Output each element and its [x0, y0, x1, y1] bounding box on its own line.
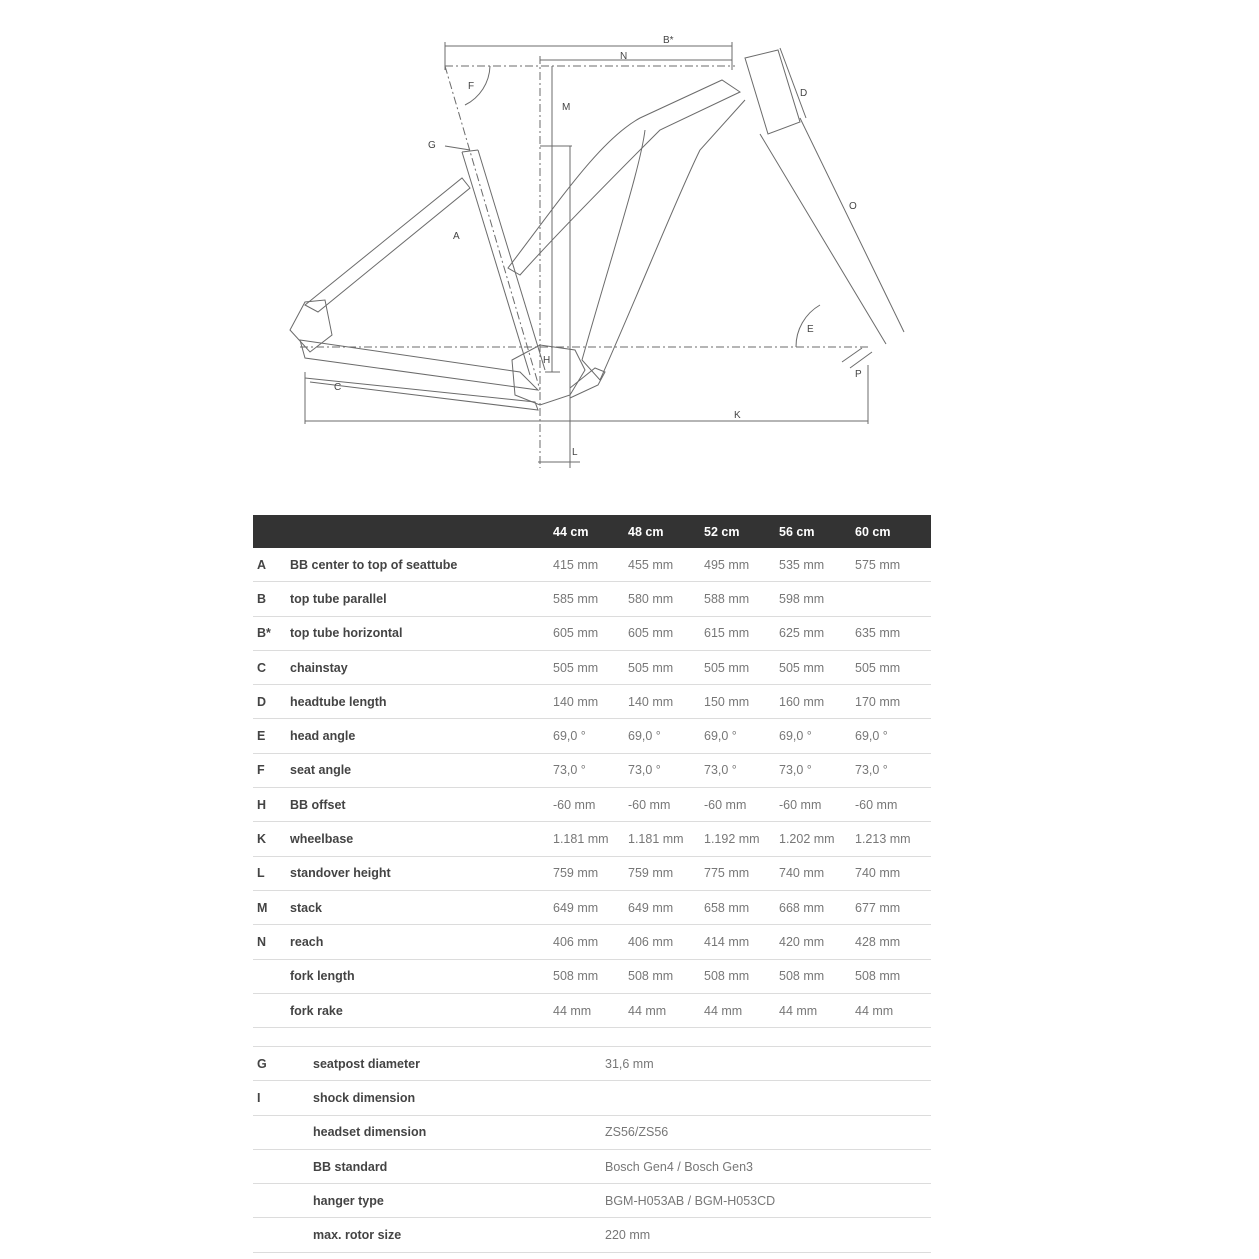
spec-code: G [253, 1047, 309, 1081]
row-value: 508 mm [855, 959, 931, 993]
row-label: head angle [290, 719, 553, 753]
row-value: 73,0 ° [855, 753, 931, 787]
row-code: M [253, 890, 290, 924]
label-o: O [849, 201, 857, 212]
label-d: D [800, 88, 808, 99]
specs-table [253, 1046, 931, 1253]
row-value: 44 mm [628, 993, 704, 1027]
label-m: M [562, 102, 571, 113]
row-code: F [253, 753, 290, 787]
row-value: -60 mm [855, 788, 931, 822]
label-c: C [334, 382, 342, 393]
spec-row [253, 1184, 931, 1218]
row-value: 406 mm [628, 925, 704, 959]
spec-row [253, 1081, 931, 1115]
row-value: -60 mm [779, 788, 855, 822]
row-value: 69,0 ° [628, 719, 704, 753]
spec-label: shock dimension [309, 1081, 605, 1115]
row-code: K [253, 822, 290, 856]
spec-label: BB standard [309, 1149, 605, 1183]
row-code: C [253, 650, 290, 684]
row-value: 505 mm [855, 650, 931, 684]
row-value: 658 mm [704, 890, 779, 924]
label-k: K [734, 410, 741, 421]
geometry-header-row [253, 515, 931, 548]
row-value: 740 mm [779, 856, 855, 890]
row-label: BB center to top of seattube [290, 548, 553, 582]
spec-label: hanger type [309, 1184, 605, 1218]
row-value: 414 mm [704, 925, 779, 959]
row-value: 649 mm [553, 890, 628, 924]
row-value: 1.202 mm [779, 822, 855, 856]
row-code: B [253, 582, 290, 616]
table-row [253, 788, 931, 822]
label-l: L [572, 447, 578, 458]
table-row [253, 582, 931, 616]
label-e: E [807, 324, 814, 335]
label-f: F [468, 81, 475, 92]
label-g: G [428, 140, 436, 151]
row-value: 508 mm [553, 959, 628, 993]
row-value: 588 mm [704, 582, 779, 616]
row-value: 69,0 ° [855, 719, 931, 753]
row-code: B* [253, 616, 290, 650]
row-value: 505 mm [553, 650, 628, 684]
row-value: -60 mm [628, 788, 704, 822]
row-label: BB offset [290, 788, 553, 822]
row-value: 160 mm [779, 685, 855, 719]
row-value: 44 mm [855, 993, 931, 1027]
row-value: 455 mm [628, 548, 704, 582]
row-label: standover height [290, 856, 553, 890]
table-row [253, 993, 931, 1027]
row-label: wheelbase [290, 822, 553, 856]
size-header: 48 cm [628, 524, 664, 539]
row-value: -60 mm [553, 788, 628, 822]
label-h: H [543, 355, 551, 366]
row-label: fork rake [290, 993, 553, 1027]
spec-value: 220 mm [605, 1218, 931, 1252]
row-label: top tube parallel [290, 582, 553, 616]
spec-value: ZS56/ZS56 [605, 1115, 931, 1149]
row-value: 140 mm [553, 685, 628, 719]
row-value: 1.192 mm [704, 822, 779, 856]
row-value: 44 mm [779, 993, 855, 1027]
row-value: 428 mm [855, 925, 931, 959]
row-value: 73,0 ° [628, 753, 704, 787]
size-header: 56 cm [779, 524, 815, 539]
row-value: 69,0 ° [704, 719, 779, 753]
row-value: 73,0 ° [779, 753, 855, 787]
row-code: D [253, 685, 290, 719]
row-value: 759 mm [553, 856, 628, 890]
row-value: 598 mm [779, 582, 855, 616]
row-value: 668 mm [779, 890, 855, 924]
spec-code: I [253, 1081, 309, 1115]
row-value: 1.181 mm [628, 822, 704, 856]
table-row [253, 548, 931, 582]
row-value: 420 mm [779, 925, 855, 959]
geometry-table [253, 515, 931, 1028]
row-value: 625 mm [779, 616, 855, 650]
size-header: 44 cm [553, 524, 589, 539]
spec-row [253, 1047, 931, 1081]
row-code [253, 993, 290, 1027]
row-label: chainstay [290, 650, 553, 684]
table-row [253, 685, 931, 719]
table-row [253, 856, 931, 890]
spec-row [253, 1218, 931, 1252]
row-value: 495 mm [704, 548, 779, 582]
spec-value: Bosch Gen4 / Bosch Gen3 [605, 1149, 931, 1183]
row-value: 649 mm [628, 890, 704, 924]
row-value: 69,0 ° [779, 719, 855, 753]
row-value: 580 mm [628, 582, 704, 616]
spec-label: headset dimension [309, 1115, 605, 1149]
label-b-star: B* [663, 35, 674, 46]
row-code: E [253, 719, 290, 753]
row-value: 150 mm [704, 685, 779, 719]
table-row [253, 616, 931, 650]
row-label: top tube horizontal [290, 616, 553, 650]
spec-value [605, 1081, 931, 1115]
table-row [253, 890, 931, 924]
table-row [253, 650, 931, 684]
row-value: 775 mm [704, 856, 779, 890]
row-value: 415 mm [553, 548, 628, 582]
spec-code [253, 1218, 309, 1252]
row-value: 535 mm [779, 548, 855, 582]
spec-code [253, 1115, 309, 1149]
spec-value: 31,6 mm [605, 1047, 931, 1081]
table-row [253, 822, 931, 856]
row-value: 677 mm [855, 890, 931, 924]
row-value: 1.181 mm [553, 822, 628, 856]
row-value: 505 mm [704, 650, 779, 684]
row-value: 1.213 mm [855, 822, 931, 856]
row-label: reach [290, 925, 553, 959]
row-value: -60 mm [704, 788, 779, 822]
row-code: L [253, 856, 290, 890]
spec-label: seatpost diameter [309, 1047, 605, 1081]
row-value: 140 mm [628, 685, 704, 719]
row-value: 508 mm [628, 959, 704, 993]
row-value: 406 mm [553, 925, 628, 959]
row-label: seat angle [290, 753, 553, 787]
row-value: 508 mm [779, 959, 855, 993]
label-p: P [855, 369, 862, 380]
table-row [253, 719, 931, 753]
row-value: 759 mm [628, 856, 704, 890]
spec-code [253, 1149, 309, 1183]
spec-label: max. rotor size [309, 1218, 605, 1252]
row-value: 585 mm [553, 582, 628, 616]
label-n: N [620, 51, 628, 62]
row-code: N [253, 925, 290, 959]
table-row [253, 925, 931, 959]
row-value: 740 mm [855, 856, 931, 890]
spec-row [253, 1149, 931, 1183]
row-value: 575 mm [855, 548, 931, 582]
row-code: A [253, 548, 290, 582]
label-a: A [453, 231, 460, 242]
spec-code [253, 1184, 309, 1218]
row-value: 508 mm [704, 959, 779, 993]
row-value [855, 582, 931, 616]
spec-row [253, 1115, 931, 1149]
row-code [253, 959, 290, 993]
row-label: stack [290, 890, 553, 924]
row-code: H [253, 788, 290, 822]
size-header: 60 cm [855, 524, 891, 539]
row-label: fork length [290, 959, 553, 993]
row-value: 615 mm [704, 616, 779, 650]
row-value: 635 mm [855, 616, 931, 650]
row-value: 44 mm [553, 993, 628, 1027]
row-value: 505 mm [628, 650, 704, 684]
row-value: 44 mm [704, 993, 779, 1027]
size-header: 52 cm [704, 524, 740, 539]
row-label: headtube length [290, 685, 553, 719]
table-row [253, 959, 931, 993]
row-value: 505 mm [779, 650, 855, 684]
row-value: 73,0 ° [704, 753, 779, 787]
row-value: 170 mm [855, 685, 931, 719]
row-value: 605 mm [553, 616, 628, 650]
frame-geometry-diagram [280, 20, 920, 490]
table-row [253, 753, 931, 787]
row-value: 69,0 ° [553, 719, 628, 753]
row-value: 605 mm [628, 616, 704, 650]
row-value: 73,0 ° [553, 753, 628, 787]
spec-value: BGM-H053AB / BGM-H053CD [605, 1184, 931, 1218]
